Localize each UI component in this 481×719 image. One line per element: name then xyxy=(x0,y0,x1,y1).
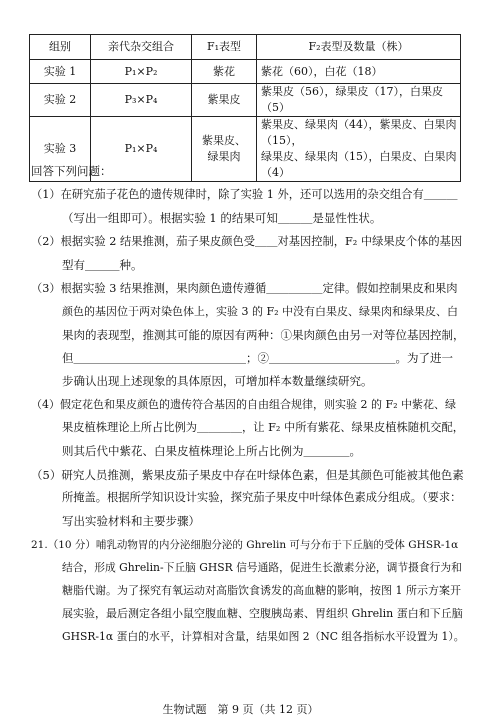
cell-group: 实验 3 xyxy=(30,117,91,182)
cell-cross: P₁×P₄ xyxy=(91,117,192,182)
header-group: 组别 xyxy=(30,35,91,60)
q3-line: 颜色的基因位于两对染色体上，实验 3 的 F₂ 中没有白果皮、绿果肉和绿果皮、白 xyxy=(62,305,459,318)
cell-f1 xyxy=(192,117,257,182)
q21-line: GHSR-1α 蛋白的水平，计算相对含量，结果如图 2（NC 组各指标水平设置为 1）。 xyxy=(62,630,465,643)
cell-group: 实验 2 xyxy=(30,84,91,117)
cell-cross: P₃×P₄ xyxy=(91,84,192,117)
q5-line: （5）研究人员推测，紫果皮茄子果皮中存在叶绿体色素，但是其颜色可能被其他色素 xyxy=(31,468,464,482)
cell-f2 xyxy=(257,117,461,182)
q3-line: 步确认出现上述现象的具体原因，可增加样本数量继续研究。 xyxy=(62,374,373,388)
header-f2: F₂表型及数量（株） xyxy=(257,35,461,60)
cell-f2-line: 紫果皮、绿果肉（44），紫果皮、白果肉（15）， xyxy=(261,118,457,147)
cell-f1: 紫花 xyxy=(192,60,257,84)
q2-line: 型有＿＿＿种。 xyxy=(62,258,143,272)
q1-line: （1）在研究茄子花色的遗传规律时，除了实验 1 外，还可以选用的杂交组合有＿＿＿ xyxy=(31,188,458,201)
intro-text: 回答下列问题： xyxy=(31,164,112,178)
q4-line: 果皮植株理论上所占比例为＿＿＿＿，让 F₂ 中所有紫花、绿果皮植株随机交配， xyxy=(62,421,464,434)
page-footer: 生物试题 第 9 页（共 12 页） xyxy=(162,703,319,716)
q21-line: 糖脂代谢。为了探究有氧运动对高脂饮食诱发的高血糖的影响，按图 1 所示方案开 xyxy=(62,584,461,597)
q4-line: 则其后代中紫花、白果皮植株理论上所占比例为＿＿＿＿。 xyxy=(62,444,361,458)
table-row xyxy=(30,84,461,117)
q1-line: （写出一组即可）。根据实验 1 的结果可知＿＿＿是显性性状。 xyxy=(62,211,382,225)
cell-group: 实验 1 xyxy=(30,60,91,84)
genetics-table xyxy=(29,34,461,182)
q2-line: （2）根据实验 2 结果推测，茄子果皮颜色受＿＿对基因控制，F₂ 中绿果皮个体的基因 xyxy=(31,235,463,248)
q4-line: （4）假定花色和果皮颜色的遗传符合基因的自由组合规律，则实验 2 的 F₂ 中紫花、绿 xyxy=(31,398,457,411)
header-cross: 亲代杂交组合 xyxy=(91,35,192,60)
q5-line: 写出实验材料和主要步骤） xyxy=(62,514,200,528)
q21-line: 展实验，最后测定各组小鼠空腹血糖、空腹胰岛素、胃组织 Ghrelin 蛋白和下丘脑 xyxy=(62,607,463,620)
cell-f1: 紫果皮 xyxy=(192,84,257,117)
cell-f1-line: 绿果肉 xyxy=(207,150,241,163)
cell-f2-line: 绿果皮、绿果肉（15），白果皮、白果肉（4） xyxy=(261,150,457,179)
header-f1: F₁表型 xyxy=(192,35,257,60)
cell-f2: 紫果皮（56），绿果皮（17），白果皮（5） xyxy=(257,84,461,117)
cell-cross: P₁×P₂ xyxy=(91,60,192,84)
table-header-row xyxy=(30,35,461,60)
q3-line: 果肉的表现型，推测其可能的原因有两种：①果肉颜色由另一对等位基因控制， xyxy=(62,328,465,342)
q21-line: 结合，形成 Ghrelin-下丘脑 GHSR 信号通路，促进生长激素分泌，调节摄食行为和 xyxy=(62,561,462,574)
q3-line: 但＿＿＿＿＿＿＿＿＿＿＿＿＿＿＿；②＿＿＿＿＿＿＿＿＿＿＿。为了进一 xyxy=(62,351,453,365)
cell-f2: 紫花（60），白花（18） xyxy=(257,60,461,84)
q21-line: 21.（10 分）哺乳动物胃的内分泌细胞分泌的 Ghrelin 可与分布于下丘脑的受体 GHSR-1α xyxy=(31,539,459,551)
cell-f1-line: 紫果皮、 xyxy=(202,134,246,147)
table-row xyxy=(30,60,461,84)
q5-line: 所掩盖。根据所学知识设计实验，探究茄子果皮中叶绿体色素成分组成。（要求： xyxy=(62,491,462,504)
q3-line: （3）根据实验 3 结果推测，果肉颜色遗传遵循＿＿＿＿＿定律。假如控制果皮和果肉 xyxy=(31,282,458,295)
